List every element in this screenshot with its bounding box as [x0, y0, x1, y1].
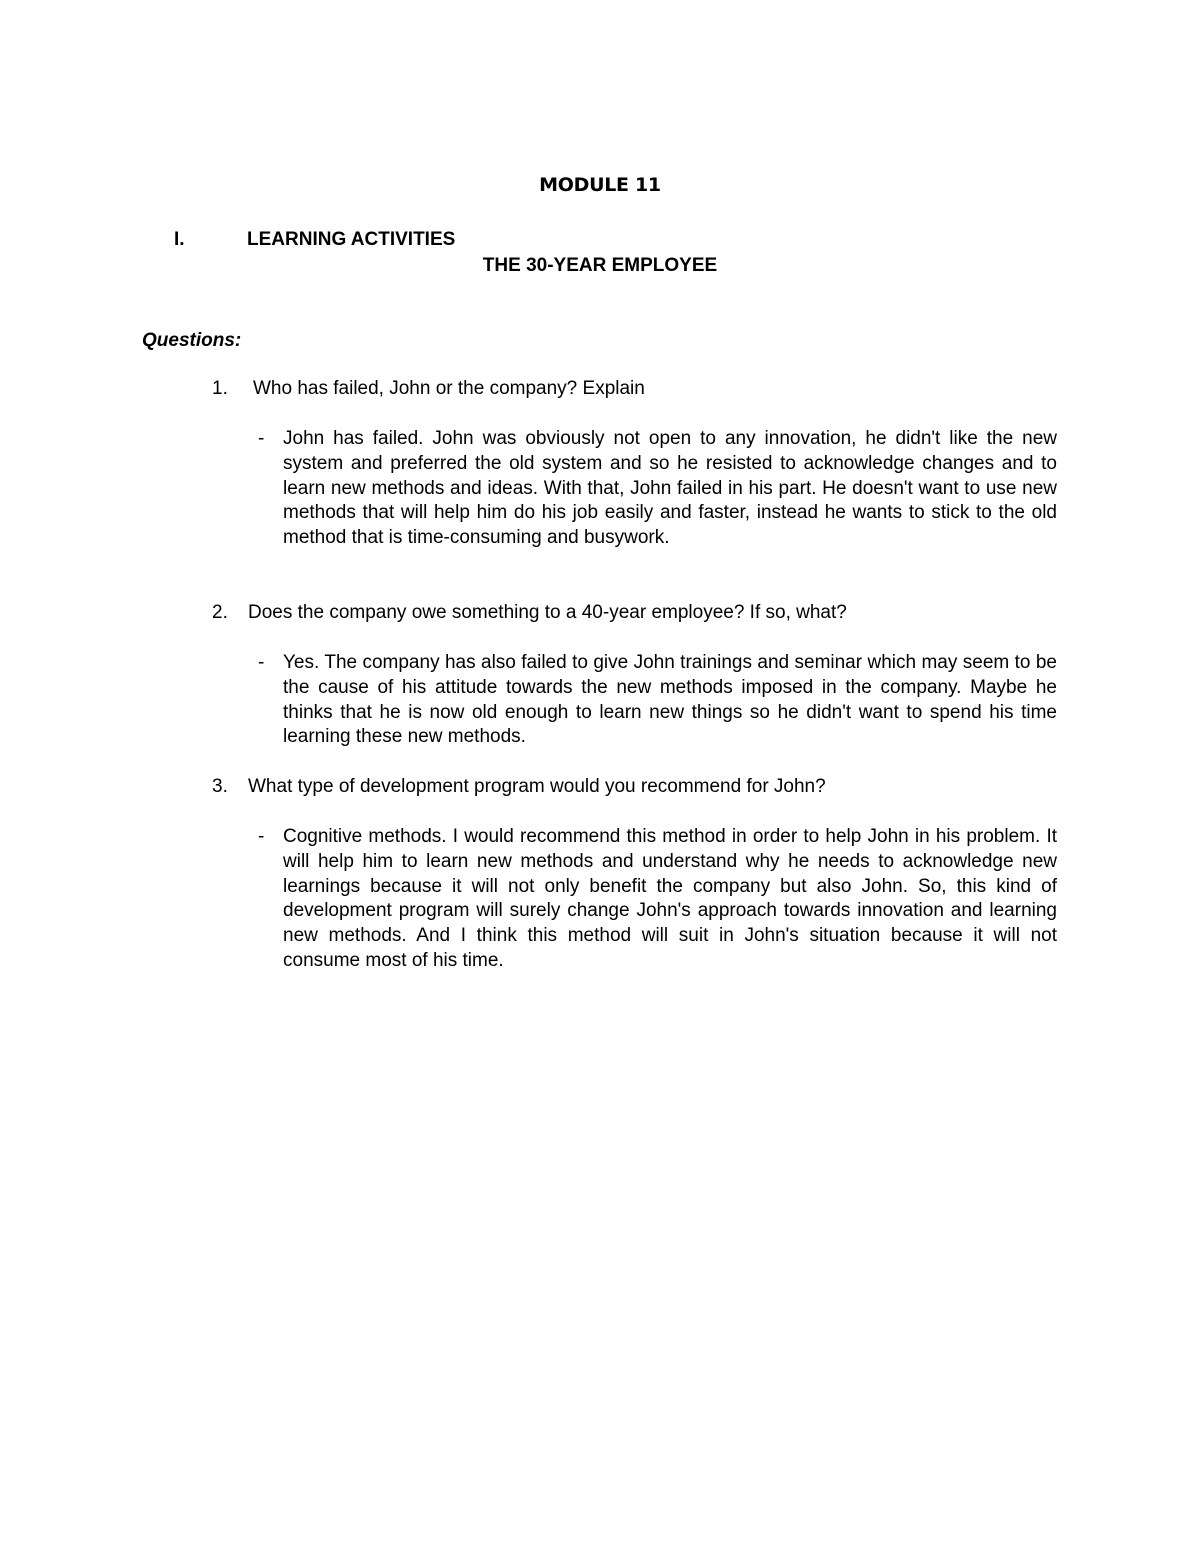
section-numeral: I. — [174, 229, 185, 250]
answer-1-dash: - — [258, 428, 265, 449]
question-3-text: What type of development program would you recommend for John? — [248, 776, 826, 797]
questions-label: Questions: — [142, 330, 242, 351]
case-title: THE 30-YEAR EMPLOYEE — [482, 255, 718, 276]
module-title: MODULE 11 — [539, 174, 661, 196]
section-title: LEARNING ACTIVITIES — [247, 229, 456, 250]
answer-2-text: Yes. The company has also failed to give John trainings and seminar which may seem to be the cause of his attitude towards the new methods imposed in the company. Maybe he thinks that he is now old enough to learn new things so he didn't want to spend his time learning these new methods. — [283, 652, 1057, 748]
question-1-number: 1. — [212, 378, 228, 399]
question-2-text: Does the company owe something to a 40-year employee? If so, what? — [248, 602, 847, 623]
answer-2-dash: - — [258, 652, 265, 673]
answer-1-text: John has failed. John was obviously not open to any innovation, he didn't like the new system and preferred the old system and so he resisted to acknowledge changes and to learn new methods and ideas. With that, John failed in his part. He doesn't want to use new methods that will help him do his job easily and faster, instead he wants to stick to the old method that is time-consuming and busywork. — [283, 428, 1057, 549]
question-1-text: Who has failed, John or the company? Explain — [253, 378, 645, 399]
answer-3-text: Cognitive methods. I would recommend this method in order to help John in his problem. It will help him to learn new methods and understand why he needs to acknowledge new learnings because it will not only benefit the company but also John. So, this kind of development program will surely change John's approach towards innovation and learning new methods. And I think this method will suit in John's situation because it will not consume most of his time. — [283, 826, 1057, 971]
question-2-number: 2. — [212, 602, 228, 623]
question-3-number: 3. — [212, 776, 228, 797]
answer-3-dash: - — [258, 826, 265, 847]
